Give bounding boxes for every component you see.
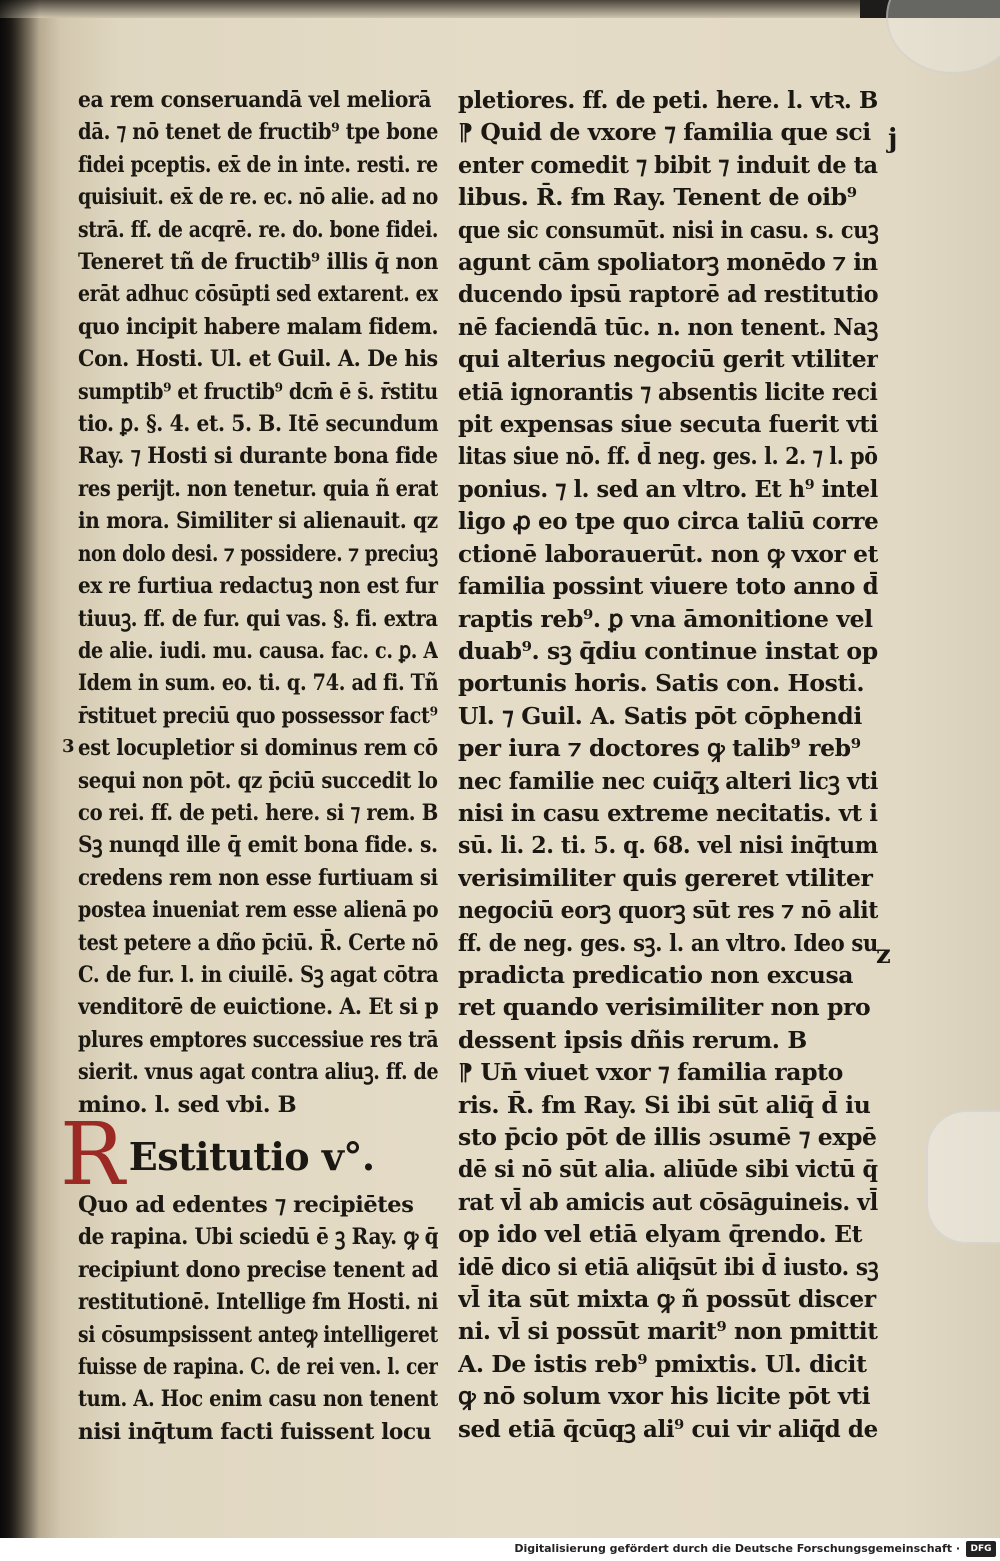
left-column-text-line: erāt adhuc cōsūpti sed extarent. ex <box>78 281 438 308</box>
right-column-text-line: negociū eorꝫ quorꝫ sūt res ⁊ nō alit <box>458 896 879 925</box>
footer-credit-text: Digitalisierung gefördert durch die Deutsche Forschungsgemeinschaft · <box>514 1542 960 1555</box>
page-top-edge <box>0 0 1000 18</box>
right-column-text-line: sto p̄cio pōt de illis ɔsumē ⁊ expē <box>458 1123 877 1151</box>
left-column-text-line: co rei. ff. de peti. here. si ⁊ rem. B <box>78 799 438 826</box>
page-clip-middle <box>926 1110 1000 1244</box>
right-column-text-line: etiā ignorantis ⁊ absentis licite reci <box>458 377 878 406</box>
left-column-text-line: in mora. Similiter si alienauit. qz <box>78 508 438 535</box>
right-column-text-line: sed etiā q̄cūqꝫ ali⁹ cui vir aliq̄d de <box>458 1414 878 1443</box>
left-column-text-line: de rapina. Ubi sciedū ē ꝫ Ray. ꝙ q̄ <box>78 1224 438 1251</box>
right-column-text-line: ctionē laborauerūt. non ꝙ vxor et <box>458 539 878 568</box>
left-column-text-line: postea inueniat rem esse alienā po <box>78 897 438 924</box>
right-column-text-line: nisi in casu extreme necitatis. vt i <box>458 798 878 827</box>
left-column-text-line: tum. A. Hoc enim casu non tenent <box>78 1386 438 1413</box>
left-column-text-line: non dolo desi. ⁊ possidere. ⁊ preciuꝫ <box>78 540 438 567</box>
right-column-text-line: ponius. ⁊ l. sed an vltro. Et h⁹ intel <box>458 474 878 503</box>
right-column-text-line: pit expensas siue secuta fuerit vti <box>458 410 878 439</box>
left-column-text-line: credens rem non esse furtiuam si <box>78 864 438 891</box>
right-column-text-line: litas siue nō. ff. d̄ neg. ges. l. 2. ⁊ l. pō <box>458 442 878 471</box>
left-column-text-line: quisiuit. ex̄ de re. ec. nō alie. ad no <box>78 184 438 211</box>
left-column-text-line: Quo ad edentes ⁊ recipiētes <box>78 1192 414 1218</box>
right-column-text-line: ligo ꝓ eo tpe quo circa taliū corre <box>458 507 878 536</box>
left-column-text-line: est locupletior si dominus rem cō <box>78 735 438 762</box>
left-column-text-line: si cōsumpsissent anteꝙ intelligeret <box>78 1321 438 1348</box>
left-column-text-line: recipiunt dono precise tenent ad <box>78 1256 438 1283</box>
left-column-text-line: res perijt. non tenetur. quia ñ erat <box>78 475 438 502</box>
left-column-text-line: test petere a dño p̄ciū. R̄. Certe nō <box>78 929 438 956</box>
rubricated-initial: R <box>60 1105 125 1205</box>
left-text-column <box>60 84 439 1448</box>
left-column-text-line: tio. ꝑ. §. 4. et. 5. B. Itē secundum <box>78 411 439 438</box>
left-column-text-line: sierit. vnus agat contra aliuꝫ. ff. de <box>78 1059 438 1086</box>
spine-shadow <box>0 0 40 1538</box>
left-column-lines <box>78 84 438 1121</box>
left-column-text-line: mino. l. sed vbi. B <box>78 1091 297 1118</box>
page-clip-top <box>886 0 1000 74</box>
right-column-text-line: op ido vel etiā elyam q̄rendo. Et <box>458 1220 863 1249</box>
left-column-text-line: de alie. iudi. mu. causa. fac. c. ꝑ. A <box>78 637 438 664</box>
margin-mark-right-middle: z <box>876 940 891 970</box>
right-column-text-line: raptis reb⁹. ꝑ vna āmonitione vel <box>458 604 873 633</box>
left-column-text-line: quo incipit habere malam fidem. <box>78 313 438 340</box>
left-column-text-line: Teneret tñ de fructib⁹ illis q̄ non <box>78 249 438 276</box>
right-column-text-line: pletiores. ff. de peti. here. l. vtꝛ. B <box>458 86 878 114</box>
right-column-text-line: ꝙ nō solum vxor his licite pōt vti <box>458 1382 871 1411</box>
right-column-text-line: portunis horis. Satis con. Hosti. <box>458 669 865 698</box>
left-column-text-line: nisi inq̄tum facti fuissent locu ⁠ <box>78 1418 438 1445</box>
right-column-text-line: ff. de neg. ges. sꝫ. l. an vltro. Ideo su <box>458 928 878 957</box>
margin-mark-right-top: j <box>888 124 898 154</box>
left-column-text-line: Ray. ⁊ Hosti si durante bona fide <box>78 443 438 470</box>
right-column-text-line: familia possint viuere toto anno d̄ <box>458 572 878 601</box>
left-column-text-line: Con. Hosti. Ul. et Guil. A. De his <box>78 346 438 373</box>
right-column-text-line: ducendo ipsū raptorē ad restitutio <box>458 280 879 309</box>
right-column-text-line: sū. li. 2. ti. 5. q. 68. vel nisi inq̄tum <box>458 831 878 860</box>
right-column-text-line: dē si nō sūt alia. aliūde sibi victū q̄ <box>458 1155 878 1184</box>
left-column-text-line: dā. ⁊ nō tenet de fructib⁹ tpe bone <box>78 119 438 146</box>
right-text-column <box>458 84 878 1445</box>
left-column-lines-after-heading <box>78 1189 438 1448</box>
left-column-text-line: tiuuꝫ. ff. de fur. qui vas. §. fi. extra <box>78 605 438 632</box>
left-column-text-line: C. de fur. l. in ciuilē. Sꝫ agat cōtra <box>78 961 439 988</box>
right-column-text-line: verisimiliter quis gereret vtiliter <box>458 863 873 892</box>
right-column-text-line: A. De istis reb⁹ pmixtis. Ul. dicit <box>458 1349 867 1378</box>
right-column-text-line: Ul. ⁊ Guil. A. Satis pōt cōphendi <box>458 701 862 730</box>
right-column-text-line: ⁋ Quid de vxore ⁊ familia que sci <box>458 118 871 147</box>
left-column-text-line: sumptib⁹ et fructib⁹ dcm̄ ē s̄. r̄stitu <box>78 378 438 405</box>
left-column-text-line: ea rem conseruandā vel meliorā ⁠ <box>78 87 438 113</box>
right-column-text-line: libus. R̄. ẜm Ray. Tenent de oib⁹ <box>458 183 857 212</box>
right-column-text-line: rat vl̄ ab amicis aut cōsāguineis. vl̄ <box>458 1187 878 1216</box>
right-column-text-line: enter comedit ⁊ bibit ⁊ induit de ta <box>458 150 878 179</box>
right-column-text-line: nec familie nec cuiq̄ʒ alteri licꝫ vti <box>458 766 878 795</box>
right-column-lines <box>458 84 878 1445</box>
right-column-text-line: dessent ipsis dñis rerum. B <box>458 1025 807 1054</box>
left-column-text-line: venditorē de euictione. A. Et si p <box>78 994 439 1021</box>
right-column-text-line: ⁋ Un̄ viuet vxor ⁊ familia rapto <box>458 1058 843 1087</box>
right-column-text-line: per iura ⁊ doctores ꝙ talib⁹ reb⁹ <box>458 734 861 763</box>
left-column-text-line: r̄stituet preciū quo possessor fact⁹ <box>78 702 438 729</box>
footer-bar <box>0 1538 1000 1561</box>
right-column-text-line: que sic consumūt. nisi in casu. s. cuꝫ <box>458 215 879 244</box>
right-column-text-line: duab⁹. sꝫ q̄diu continue instat op <box>458 636 878 665</box>
right-column-text-line: qui alterius negociū gerit vtiliter <box>458 345 878 374</box>
right-column-text-line: ni. vl̄ si possūt marit⁹ non pmittit <box>458 1317 878 1346</box>
left-column-text-line: fuisse de rapina. C. de rei ven. l. cer <box>78 1354 438 1381</box>
left-column-text-line: Idem in sum. eo. ti. q. 74. ad fi. Tñ <box>78 670 438 697</box>
right-column-text-line: nē faciendā tūc. n. non tenent. Naꝫ <box>458 312 878 341</box>
right-column-text-line: pradicta predicatio non excusa <box>458 960 854 989</box>
left-column-text-line: restitutionē. Intellige ẜm Hosti. ni <box>78 1289 438 1316</box>
margin-mark-left-middle: 3 <box>62 736 75 757</box>
right-column-text-line: ris. R̄. ẜm Ray. Si ibi sūt aliq̄ d̄ iu <box>458 1090 871 1119</box>
left-column-text-line: plures emptores successiue res trā <box>78 1026 438 1053</box>
left-column-text-line: sequi non pōt. qz p̄ciū succedit lo <box>78 767 438 794</box>
left-column-text-line: fidei pceptis. ex̄ de in inte. resti. re <box>78 151 438 178</box>
section-heading-text: Estitutio v°. <box>128 1134 375 1179</box>
right-column-text-line: idē dico si etiā aliq̄sūt ibi d̄ iusto. sꝫ <box>458 1252 878 1281</box>
right-column-text-line: vl̄ ita sūt mixta ꝙ ñ possūt discer <box>458 1285 876 1314</box>
left-column-text-line: ex re furtiua redactuꝫ non est fur <box>78 573 438 600</box>
dfg-logo: DFG <box>966 1541 996 1557</box>
right-column-text-line: agunt cām spoliatorꝫ monēdo ⁊ in <box>458 248 878 277</box>
left-column-text-line: Sꝫ nunqd ille q̄ emit bona fide. s. <box>78 832 438 859</box>
left-column-text-line: strā. ff. de acqrē. re. do. bone fidei. <box>78 216 438 243</box>
right-column-text-line: ret quando verisimiliter non pro <box>458 993 871 1022</box>
